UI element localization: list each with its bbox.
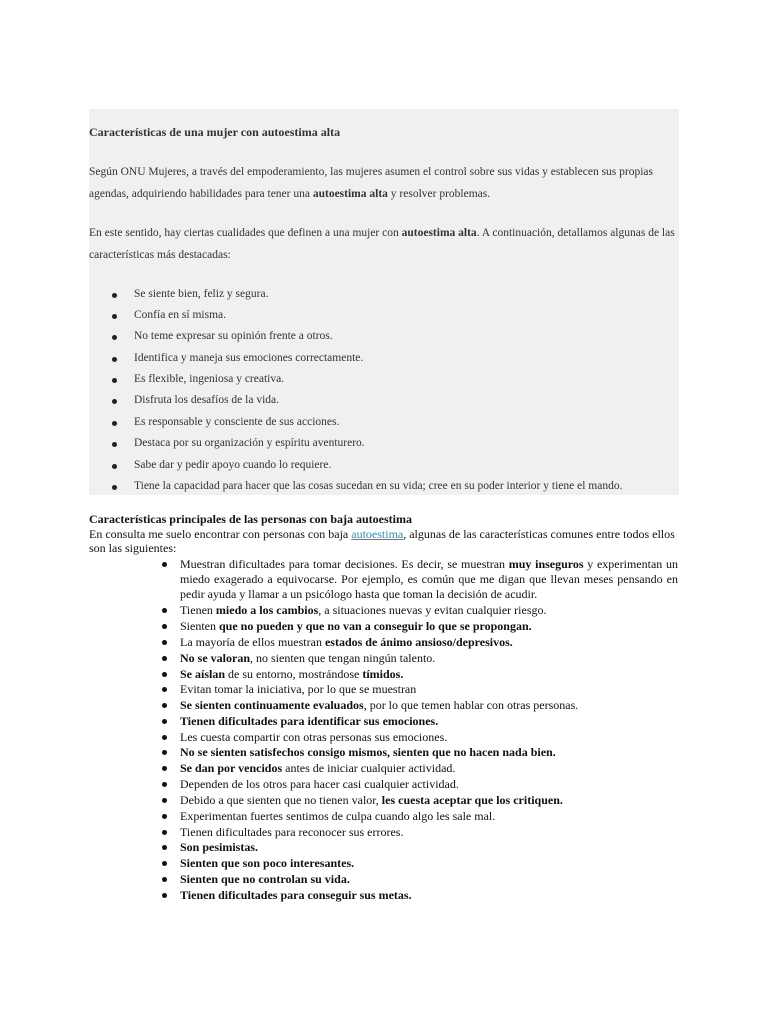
list-item xyxy=(180,809,678,824)
item-bold: No se sienten satisfechos consigo mismos, sienten que no hacen nada bien. xyxy=(180,745,556,759)
bullet-icon xyxy=(162,608,167,613)
bullet-icon xyxy=(112,421,117,426)
intro-text-b: , algunas de las características comunes entre todos ellos son las siguientes: xyxy=(89,527,675,555)
p2-text-a: En este sentido, hay ciertas cualidades que definen a una mujer con xyxy=(89,227,402,239)
list-item-text: Es flexible, ingeniosa y creativa. xyxy=(134,373,285,385)
bullet-icon xyxy=(112,293,117,298)
list-item-text: Es responsable y consciente de sus acciones. xyxy=(134,416,340,428)
item-text: , por lo que temen hablar con otras personas. xyxy=(363,698,579,712)
bullet-icon xyxy=(112,335,117,340)
bullet-icon xyxy=(162,782,167,787)
list-item xyxy=(180,682,678,697)
section-1-title: Características de una mujer con autoestima alta xyxy=(89,125,341,139)
list-item-text: Se siente bien, feliz y segura. xyxy=(134,288,269,300)
list-item xyxy=(134,416,339,428)
item-bold: que no pueden y que no van a conseguir lo que se propongan. xyxy=(219,619,532,633)
list-item xyxy=(180,888,678,903)
list-item-text: Sabe dar y pedir apoyo cuando lo requiere. xyxy=(134,459,332,471)
list-item-text: Tiene la capacidad para hacer que las cosas sucedan en su vida; cree en su poder interior y tiene el mando. xyxy=(134,480,623,492)
item-bold: Son pesimistas. xyxy=(180,840,259,854)
section-2-title: Características principales de las personas con baja autoestima xyxy=(89,512,412,526)
p2-bold: autoestima alta xyxy=(401,227,477,239)
list-item xyxy=(134,288,268,300)
list-item-text: Confía en sí misma. xyxy=(134,309,226,321)
p1-text-b: y resolver problemas. xyxy=(387,188,491,200)
bullet-icon xyxy=(112,399,117,404)
item-text: Tienen dificultades para reconocer sus errores. xyxy=(180,825,404,839)
list-item xyxy=(180,777,678,792)
bullet-icon xyxy=(162,624,167,629)
bullet-icon xyxy=(162,750,167,755)
list-item xyxy=(180,557,678,602)
bullet-icon xyxy=(162,719,167,724)
item-bold: Se sienten continuamente evaluados xyxy=(180,698,364,712)
list-item xyxy=(134,330,333,342)
list-item xyxy=(134,309,226,321)
list-item xyxy=(180,667,678,682)
section-1-paragraph-2 xyxy=(89,222,679,266)
list-item xyxy=(134,437,365,449)
bullet-icon xyxy=(162,703,167,708)
item-text: Dependen de los otros para hacer casi cualquier actividad. xyxy=(180,777,459,791)
list-item xyxy=(180,603,678,618)
list-item xyxy=(180,635,678,650)
item-bold: No se valoran xyxy=(180,651,250,665)
list-item xyxy=(180,745,678,760)
list-item xyxy=(134,373,284,385)
bullet-icon xyxy=(162,687,167,692)
bullet-icon xyxy=(162,562,167,567)
bullet-icon xyxy=(162,861,167,866)
item-text: y experimentan un miedo exagerado a equivocarse. Por ejemplo, es común que me digan que llevan meses pensando en pedir ayuda y llamar a un psicólogo hasta que toman la decisión de acudir. xyxy=(180,557,678,601)
list-item xyxy=(180,619,678,634)
item-text: Tienen xyxy=(180,603,216,617)
list-item xyxy=(180,856,678,871)
list-item-text: No teme expresar su opinión frente a otros. xyxy=(134,330,333,342)
bullet-icon xyxy=(162,877,167,882)
item-bold: Tienen dificultades para identificar sus emociones. xyxy=(180,714,439,728)
bullet-icon xyxy=(162,893,167,898)
bullet-icon xyxy=(112,442,117,447)
list-item xyxy=(134,394,279,406)
list-item xyxy=(180,872,678,887)
bullet-icon xyxy=(162,640,167,645)
item-bold: miedo a los cambios xyxy=(215,603,319,617)
list-item xyxy=(134,459,331,471)
list-item xyxy=(180,714,678,729)
item-bold: muy inseguros xyxy=(508,557,584,571)
bullet-icon xyxy=(112,464,117,469)
section-2-intro xyxy=(89,527,679,555)
p2-text-b: . A continuación, detallamos algunas de las características más destacadas: xyxy=(89,227,675,261)
list-item-text: Disfruta los desafíos de la vida. xyxy=(134,394,279,406)
item-text: , a situaciones nuevas y evitan cualquier riesgo. xyxy=(318,603,547,617)
bullet-icon xyxy=(162,766,167,771)
list-item xyxy=(180,840,678,855)
bullet-icon xyxy=(162,814,167,819)
item-bold: Sienten que son poco interesantes. xyxy=(180,856,355,870)
autoestima-link[interactable]: autoestima xyxy=(351,527,404,541)
bullet-icon xyxy=(162,798,167,803)
item-text: La mayoría de ellos muestran xyxy=(180,635,325,649)
list-item xyxy=(180,825,678,840)
bullet-icon xyxy=(112,314,117,319)
item-text: de su entorno, mostrándose xyxy=(225,667,363,681)
p1-bold: autoestima alta xyxy=(312,188,388,200)
list-item-text: Destaca por su organización y espíritu aventurero. xyxy=(134,437,365,449)
section-1-paragraph-1 xyxy=(89,161,679,205)
item-text: Experimentan fuertes sentimos de culpa cuando algo les sale mal. xyxy=(180,809,496,823)
bullet-icon xyxy=(162,672,167,677)
item-text: Muestran dificultades para tomar decisiones. Es decir, se muestran xyxy=(180,557,509,571)
bullet-icon xyxy=(162,845,167,850)
list-item xyxy=(180,761,678,776)
list-item xyxy=(134,480,622,492)
item-text: , no sienten que tengan ningún talento. xyxy=(250,651,436,665)
list-item xyxy=(180,651,678,666)
item-bold: Se aíslan xyxy=(180,667,226,681)
p1-text-a: Según ONU Mujeres, a través del empoderamiento, las mujeres asumen el control sobre sus vidas y establecen sus propias agendas, adquiriendo habilidades para tener una xyxy=(89,166,653,200)
list-item xyxy=(134,352,363,364)
item-text: Evitan tomar la iniciativa, por lo que se muestran xyxy=(180,682,417,696)
list-item-text: Identifica y maneja sus emociones correctamente. xyxy=(134,352,364,364)
intro-text-a: En consulta me suelo encontrar con personas con baja xyxy=(89,527,352,541)
item-text: Sienten xyxy=(180,619,219,633)
item-bold: estados de ánimo ansioso/depresivos. xyxy=(324,635,513,649)
item-bold: Sienten que no controlan su vida. xyxy=(180,872,350,886)
item-text: Les cuesta compartir con otras personas sus emociones. xyxy=(180,730,448,744)
list-item xyxy=(180,730,678,745)
list-item xyxy=(180,698,678,713)
bullet-icon xyxy=(162,830,167,835)
item-bold: Tienen dificultades para conseguir sus metas. xyxy=(180,888,412,902)
item-bold: les cuesta aceptar que los critiquen. xyxy=(381,793,563,807)
bullet-icon xyxy=(162,656,167,661)
item-text: antes de iniciar cualquier actividad. xyxy=(282,761,456,775)
item-bold: Se dan por vencidos xyxy=(180,761,283,775)
item-text: Debido a que sienten que no tienen valor, xyxy=(180,793,382,807)
bullet-icon xyxy=(162,735,167,740)
list-item xyxy=(180,793,678,808)
item-bold: tímidos. xyxy=(362,667,404,681)
bullet-icon xyxy=(112,357,117,362)
bullet-icon xyxy=(112,378,117,383)
bullet-icon xyxy=(112,485,117,490)
